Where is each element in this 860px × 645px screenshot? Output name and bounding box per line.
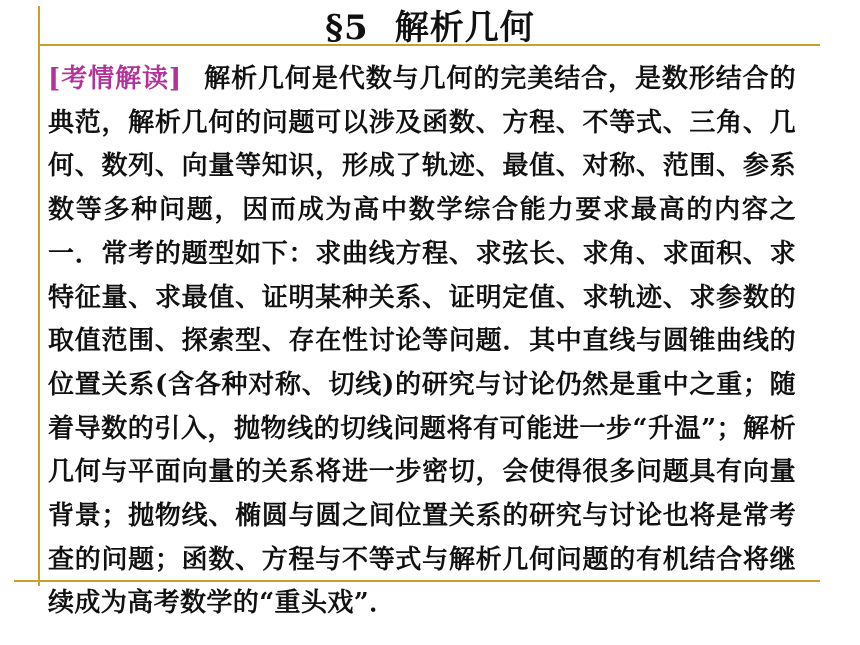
section-number: §5 — [325, 8, 369, 48]
section-title: 解析几何 — [394, 8, 535, 48]
slide-body — [48, 58, 796, 626]
slide-title — [0, 6, 860, 50]
body-paragraph: 解析几何是代数与几何的完美结合，是数形结合的典范，解析几何的问题可以涉及函数、方程、不等式、三角、几何、数列、向量等知识，形成了轨迹、最值、对称、范围、参系数等多种问题，因而成为高中数学综合能力要求最高的内容之一．常考的题型如下：求曲线方程、求弦长、求角、求面积、求特征量、求最值、证明某种关系、证明定值、求轨迹、求参数的取值范围、探索型、存在性讨论等问题．其中直线与圆锥曲线的位置关系(含各种对称、切线)的研究与讨论仍然是重中之重；随着导数的引入，抛物线的切线问题将有可能进一步“升温”；解析几何与平面向量的关系将进一步密切，会使得很多问题具有向量背景；抛物线、椭圆与圆之间位置关系的研究与讨论也将是常考查的问题；函数、方程与不等式与解析几何问题的有机结合将继续成为高考数学的“重头戏”． — [48, 64, 796, 619]
exam-analysis-tag: [考情解读] — [48, 64, 182, 94]
frame-left-line — [38, 6, 40, 586]
